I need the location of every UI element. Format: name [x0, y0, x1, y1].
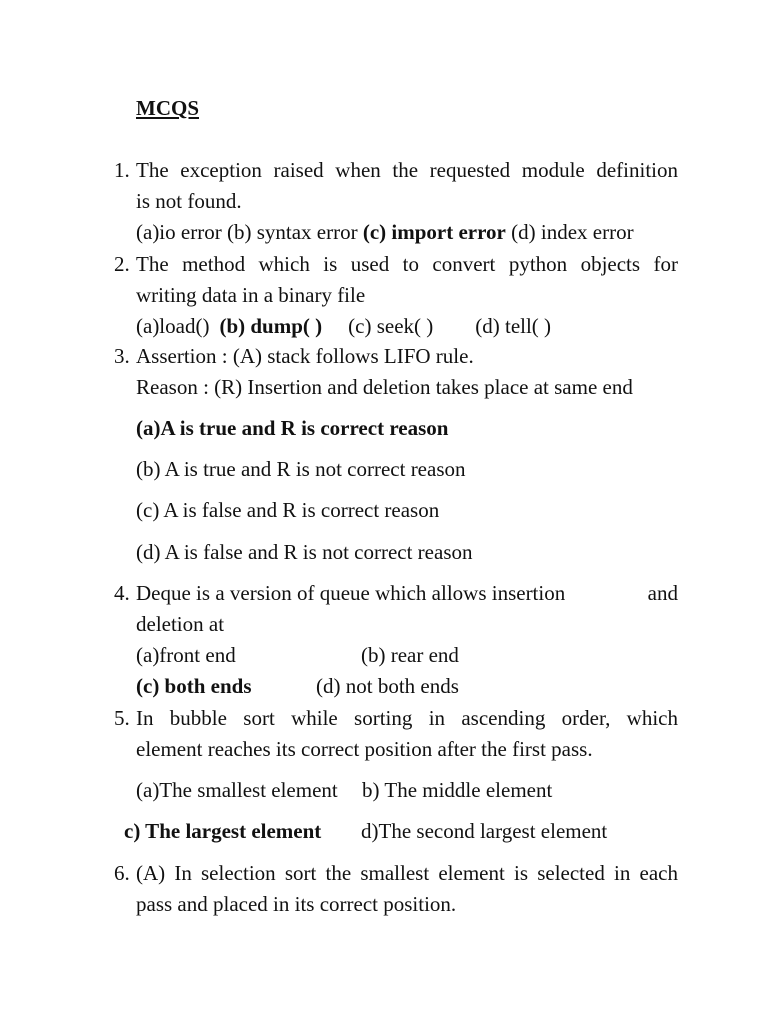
- question-2-number: 2.: [114, 252, 130, 276]
- question-4-number: 4.: [114, 581, 130, 605]
- q5-option-b: b) The middle element: [362, 778, 553, 802]
- q3-option-c: (c) A is false and R is correct reason: [136, 498, 440, 522]
- q2-option-a: (a)load(): [136, 314, 210, 338]
- q1-option-b: (b) syntax error: [226, 220, 358, 244]
- q3-option-a-answer: (a)A is true and R is correct reason: [136, 416, 449, 440]
- question-5-text-line2: element reaches its correct position after the first pass.: [136, 737, 593, 761]
- question-3-assertion: Assertion : (A) stack follows LIFO rule.: [136, 344, 474, 368]
- question-5-number: 5.: [114, 706, 130, 730]
- q2-option-d: (d) tell( ): [475, 314, 552, 338]
- q4-option-d: (d) not both ends: [316, 674, 459, 698]
- question-4-text-line2: deletion at: [136, 612, 225, 636]
- q5-option-a: (a)The smallest element: [136, 778, 338, 802]
- q3-option-b: (b) A is true and R is not correct reason: [136, 457, 466, 481]
- question-2-text-line2: writing data in a binary file: [136, 283, 366, 307]
- q2-option-b-answer: (b) dump( ): [219, 314, 323, 338]
- q4-option-b: (b) rear end: [361, 643, 459, 667]
- q4-option-a: (a)front end: [136, 643, 236, 667]
- q4-line1-end: and: [647, 581, 678, 605]
- question-5-text-line1: In bubble sort while sorting in ascending order, which: [136, 706, 678, 730]
- q4-line1-main: Deque is a version of queue which allows insertion: [136, 581, 566, 605]
- q3-option-d: (d) A is false and R is not correct reason: [136, 540, 473, 564]
- question-2-options: [136, 314, 678, 338]
- q5-option-c-answer: c) The largest element: [124, 819, 322, 843]
- question-1-options: [136, 220, 678, 244]
- question-3-number: 3.: [114, 344, 130, 368]
- question-5-options-row1: [136, 778, 678, 802]
- question-6-text-line1: (A) In selection sort the smallest element is selected in each: [136, 861, 678, 885]
- question-5-options-row2: [124, 819, 666, 843]
- question-4-text-line1: [136, 581, 678, 605]
- q5-option-d: d)The second largest element: [361, 819, 608, 843]
- page-title: MCQS: [136, 96, 199, 120]
- question-1-text-line1: The exception raised when the requested module definition: [136, 158, 678, 182]
- question-3-reason: Reason : (R) Insertion and deletion takes place at same end: [136, 375, 633, 399]
- q1-option-c-answer: (c) import error: [362, 220, 506, 244]
- q1-option-d: (d) index error: [511, 220, 634, 244]
- question-1-text-line2: is not found.: [136, 189, 242, 213]
- question-6-text-line2: pass and placed in its correct position.: [136, 892, 457, 916]
- question-2-text-line1: The method which is used to convert python objects for: [136, 252, 678, 276]
- question-6-number: 6.: [114, 861, 130, 885]
- q3-option-a-row: [136, 416, 678, 440]
- question-4-options-row2: [136, 674, 678, 698]
- q4-option-c-answer: (c) both ends: [136, 674, 252, 698]
- q1-option-a: (a)io error: [136, 220, 222, 244]
- q2-option-c: (c) seek( ): [348, 314, 434, 338]
- question-1-number: 1.: [114, 158, 130, 182]
- question-4-options-row1: [136, 643, 678, 667]
